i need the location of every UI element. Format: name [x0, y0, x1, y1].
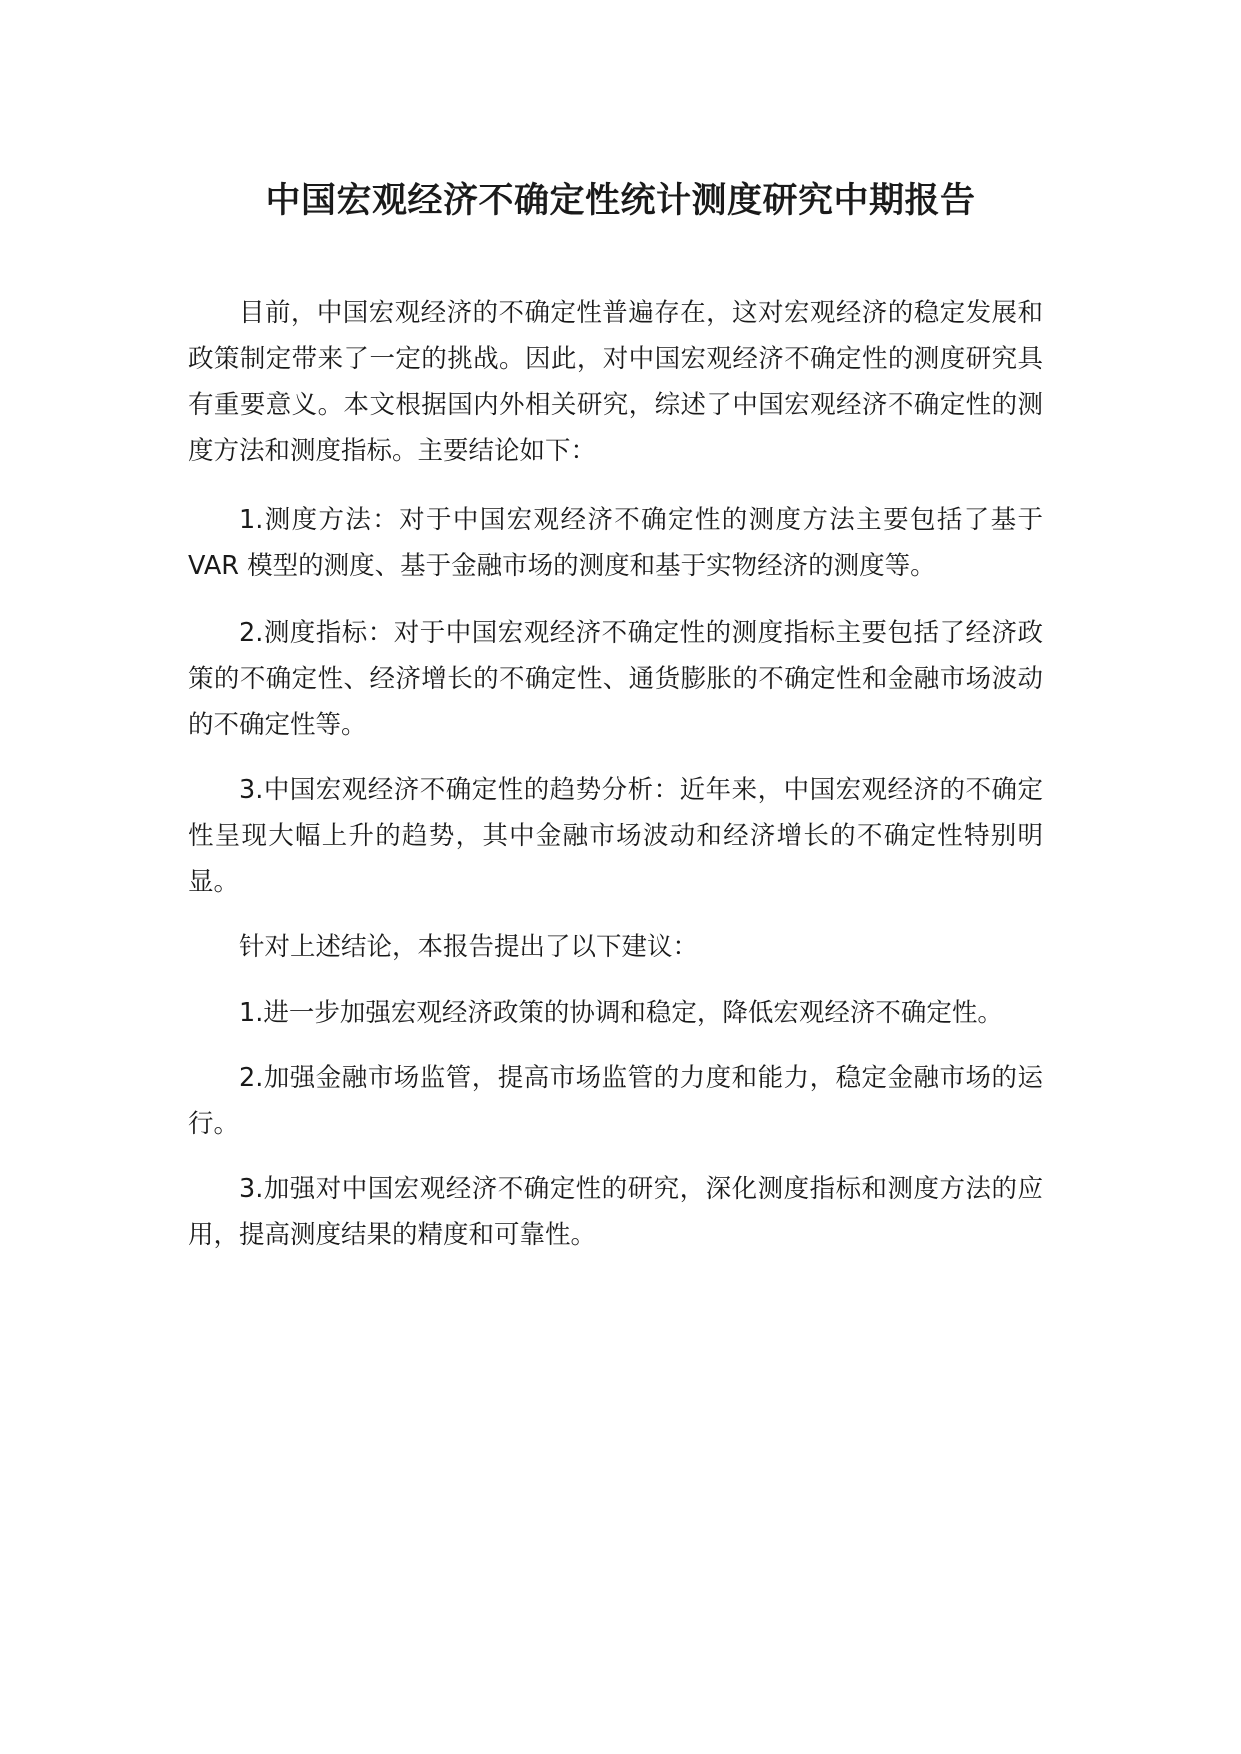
- recommendation-3-paragraph: 3.加强对中国宏观经济不确定性的研究，深化测度指标和测度方法的应用，提高测度结果的精度和可靠性。: [188, 1174, 1043, 1250]
- conclusion-1-paragraph: 1.测度方法：对于中国宏观经济不确定性的测度方法主要包括了基于 VAR 模型的测度、基于金融市场的测度和基于实物经济的测度等。: [188, 505, 1043, 581]
- intro-paragraph: 目前，中国宏观经济的不确定性普遍存在，这对宏观经济的稳定发展和政策制定带来了一定的挑战。因此，对中国宏观经济不确定性的测度研究具有重要意义。本文根据国内外相关研究，综述了中国宏观经济不确定性的测度方法和测度指标。主要结论如下：: [188, 298, 1043, 466]
- recommendation-1-paragraph: 1.进一步加强宏观经济政策的协调和稳定，降低宏观经济不确定性。: [239, 998, 1003, 1028]
- document-title: 中国宏观经济不确定性统计测度研究中期报告: [265, 181, 976, 221]
- conclusion-2-paragraph: 2.测度指标：对于中国宏观经济不确定性的测度指标主要包括了经济政策的不确定性、经济增长的不确定性、通货膨胀的不确定性和金融市场波动的不确定性等。: [188, 618, 1043, 740]
- recommendation-2-paragraph: 2.加强金融市场监管，提高市场监管的力度和能力，稳定金融市场的运行。: [188, 1063, 1043, 1139]
- conclusion-3-paragraph: 3.中国宏观经济不确定性的趋势分析：近年来，中国宏观经济的不确定性呈现大幅上升的趋势，其中金融市场波动和经济增长的不确定性特别明显。: [188, 775, 1043, 897]
- recommendation-lead-paragraph: 针对上述结论，本报告提出了以下建议：: [239, 932, 699, 962]
